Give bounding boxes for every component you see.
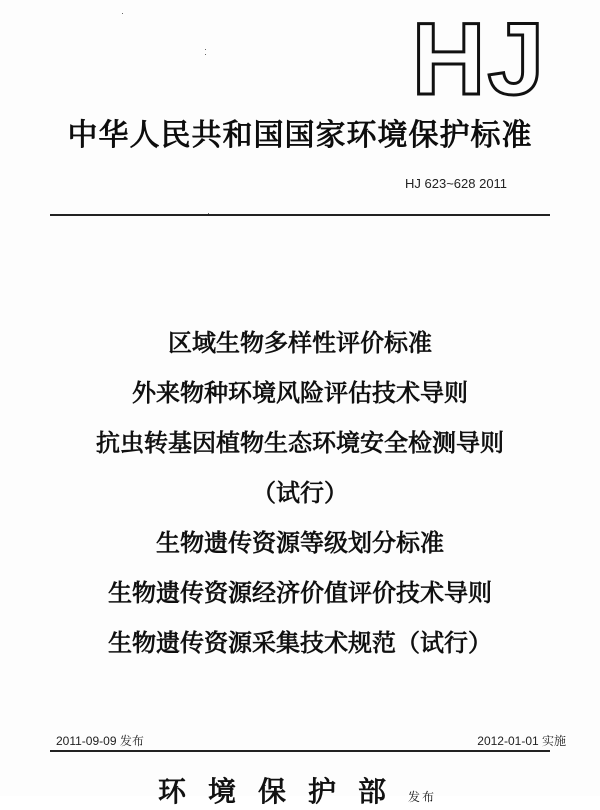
issuer-suffix: 发布 <box>408 790 437 804</box>
hj-logo-text: HJ <box>411 16 547 100</box>
standard-title-list <box>0 318 600 668</box>
standard-title: 外来物种环境风险评估技术导则 <box>132 379 468 407</box>
effective-date: 2012-01-01 实施 <box>477 734 566 748</box>
scan-speck <box>122 13 123 14</box>
bottom-divider <box>50 750 550 752</box>
standard-title: 抗虫转基因植物生态环境安全检测导则 <box>96 429 504 457</box>
scan-speck <box>205 54 206 55</box>
top-divider <box>50 214 550 216</box>
scan-speck <box>205 49 206 50</box>
standard-title: 生物遗传资源等级划分标准 <box>156 529 444 557</box>
standard-title: 区域生物多样性评价标准 <box>168 329 432 357</box>
hj-logo <box>404 16 554 100</box>
issuer-name: 环境保护部 <box>158 775 409 808</box>
org-title: 中华人民共和国国家环境保护标准 <box>67 118 533 153</box>
standard-title: （试行） <box>252 479 348 507</box>
standard-number: HJ 623~628 2011 <box>405 176 508 191</box>
standard-title: 生物遗传资源经济价值评价技术导则 <box>108 579 492 607</box>
issue-date: 2011-09-09 发布 <box>56 734 144 748</box>
issuer <box>158 770 436 810</box>
scan-speck <box>208 213 209 214</box>
standard-title: 生物遗传资源采集技术规范（试行） <box>108 629 492 657</box>
